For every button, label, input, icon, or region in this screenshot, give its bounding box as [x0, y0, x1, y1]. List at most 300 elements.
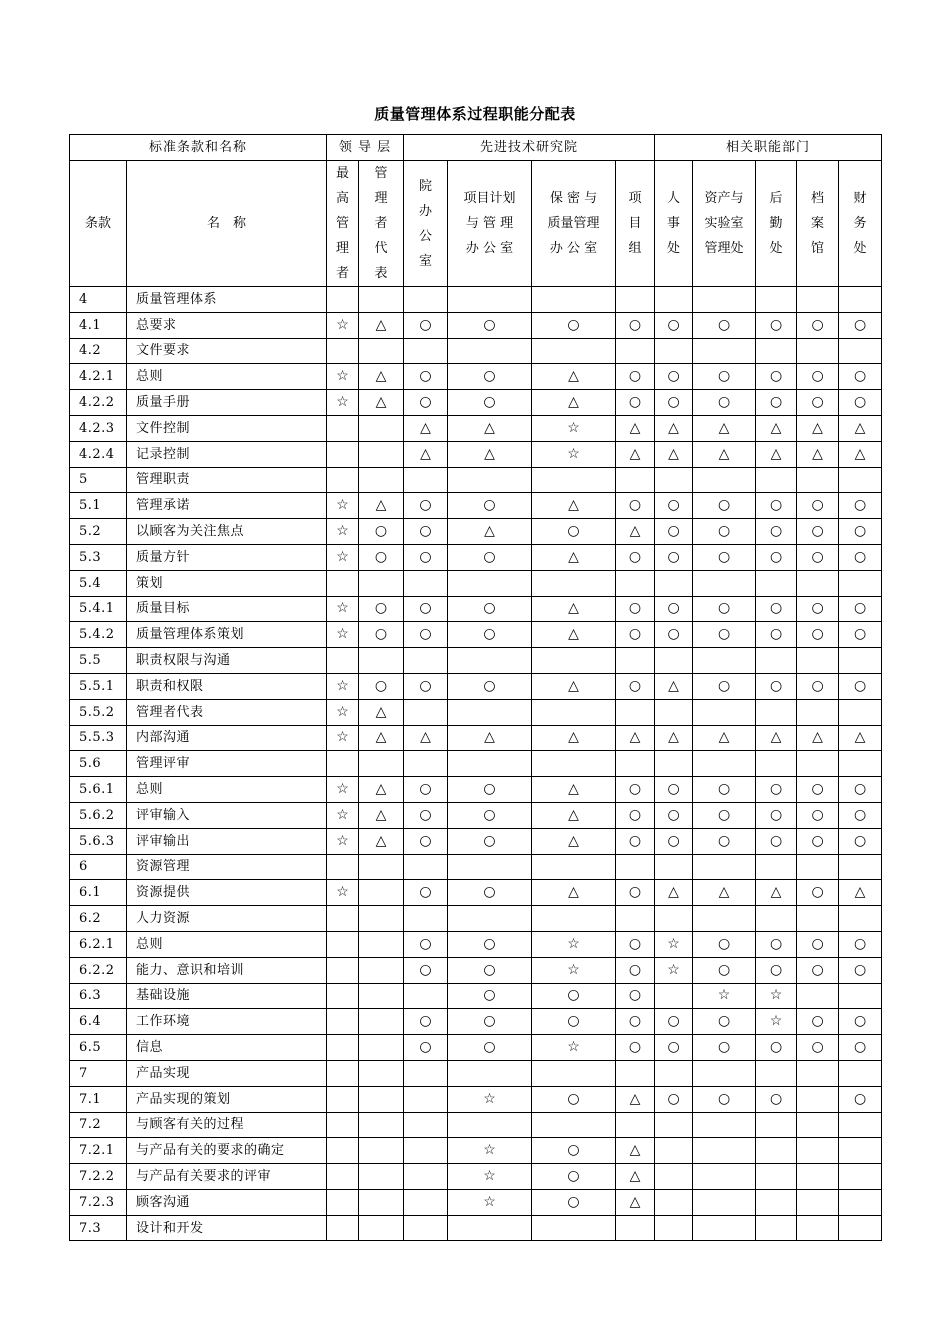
responsibility-mark: ○: [404, 622, 448, 648]
clause-code: 6.2.1: [70, 931, 127, 957]
responsibility-mark: [404, 1164, 448, 1190]
clause-name: 内部沟通: [127, 725, 327, 751]
responsibility-mark: ○: [448, 544, 532, 570]
responsibility-mark: △: [693, 415, 756, 441]
responsibility-mark: ☆: [448, 1138, 532, 1164]
header-col-logistics: [756, 161, 797, 287]
responsibility-mark: ○: [756, 622, 797, 648]
responsibility-mark: ○: [693, 777, 756, 803]
responsibility-mark: [655, 1164, 693, 1190]
header-col-top-manager: [327, 161, 359, 287]
responsibility-mark: ○: [404, 802, 448, 828]
responsibility-mark: △: [359, 725, 404, 751]
responsibility-mark: [532, 1112, 616, 1138]
responsibility-mark: [756, 648, 797, 674]
responsibility-mark: △: [532, 828, 616, 854]
clause-name: 资源管理: [127, 854, 327, 880]
responsibility-mark: [693, 854, 756, 880]
responsibility-mark: ○: [693, 1035, 756, 1061]
responsibility-mark: [616, 648, 655, 674]
responsibility-mark: [797, 1060, 839, 1086]
responsibility-mark: [797, 983, 839, 1009]
responsibility-mark: ○: [448, 493, 532, 519]
responsibility-mark: ○: [839, 519, 882, 545]
responsibility-mark: [532, 854, 616, 880]
responsibility-mark: ○: [655, 1035, 693, 1061]
table-row: [70, 493, 882, 519]
table-row: [70, 415, 882, 441]
responsibility-mark: ○: [655, 364, 693, 390]
responsibility-mark: ☆: [448, 1086, 532, 1112]
responsibility-mark: △: [532, 493, 616, 519]
clause-code: 7.2.3: [70, 1189, 127, 1215]
responsibility-mark: ○: [616, 1035, 655, 1061]
responsibility-mark: ○: [839, 544, 882, 570]
responsibility-mark: [616, 1060, 655, 1086]
responsibility-mark: ○: [655, 828, 693, 854]
responsibility-mark: [327, 751, 359, 777]
responsibility-mark: ○: [756, 390, 797, 416]
responsibility-mark: [327, 1009, 359, 1035]
responsibility-mark: [359, 338, 404, 364]
responsibility-mark: ○: [756, 364, 797, 390]
responsibility-mark: ○: [532, 1138, 616, 1164]
responsibility-mark: [797, 1189, 839, 1215]
responsibility-mark: ○: [693, 312, 756, 338]
clause-name: 与顾客有关的过程: [127, 1112, 327, 1138]
clause-name: 基础设施: [127, 983, 327, 1009]
responsibility-mark: △: [359, 364, 404, 390]
clause-code: 7.3: [70, 1215, 127, 1241]
responsibility-mark: ○: [839, 1009, 882, 1035]
responsibility-mark: ○: [616, 802, 655, 828]
responsibility-mark: ○: [756, 544, 797, 570]
responsibility-mark: ○: [693, 1086, 756, 1112]
responsibility-mark: ○: [616, 1009, 655, 1035]
header-col-project-team: [616, 161, 655, 287]
clause-name: 工作环境: [127, 1009, 327, 1035]
responsibility-mark: [616, 570, 655, 596]
responsibility-mark: ○: [616, 390, 655, 416]
responsibility-mark: △: [839, 441, 882, 467]
responsibility-mark: ○: [448, 596, 532, 622]
responsibility-mark: [327, 570, 359, 596]
table-row: [70, 1164, 882, 1190]
header-row-columns: [70, 161, 882, 287]
clause-code: 4.2.2: [70, 390, 127, 416]
clause-name: 质量方针: [127, 544, 327, 570]
responsibility-mark: △: [616, 1164, 655, 1190]
function-allocation-table: [69, 134, 882, 1241]
table-row: [70, 1086, 882, 1112]
responsibility-mark: ○: [756, 519, 797, 545]
responsibility-mark: [404, 287, 448, 313]
responsibility-mark: [839, 648, 882, 674]
responsibility-mark: [532, 1060, 616, 1086]
clause-name: 职责权限与沟通: [127, 648, 327, 674]
header-col-hr-label: 人 事 处: [667, 191, 681, 256]
header-col-logistics-label: 后 勤 处: [769, 191, 783, 256]
responsibility-mark: [655, 338, 693, 364]
responsibility-mark: ○: [448, 312, 532, 338]
responsibility-mark: ○: [693, 364, 756, 390]
responsibility-mark: [839, 1138, 882, 1164]
responsibility-mark: ☆: [532, 957, 616, 983]
responsibility-mark: ○: [797, 673, 839, 699]
clause-name: 设计和开发: [127, 1215, 327, 1241]
responsibility-mark: ○: [693, 544, 756, 570]
responsibility-mark: △: [359, 777, 404, 803]
table-row: [70, 596, 882, 622]
clause-code: 4.2.3: [70, 415, 127, 441]
responsibility-mark: [797, 338, 839, 364]
responsibility-mark: [359, 854, 404, 880]
responsibility-mark: [359, 1164, 404, 1190]
responsibility-mark: [616, 287, 655, 313]
clause-name: 文件控制: [127, 415, 327, 441]
responsibility-mark: ○: [448, 802, 532, 828]
table-row: [70, 622, 882, 648]
clause-name: 管理承诺: [127, 493, 327, 519]
responsibility-mark: [655, 854, 693, 880]
responsibility-mark: △: [532, 725, 616, 751]
table-row: [70, 467, 882, 493]
responsibility-mark: ○: [693, 1009, 756, 1035]
clause-code: 5.4: [70, 570, 127, 596]
responsibility-mark: [693, 287, 756, 313]
responsibility-mark: △: [359, 802, 404, 828]
table-row: [70, 725, 882, 751]
responsibility-mark: [797, 699, 839, 725]
responsibility-mark: [359, 1215, 404, 1241]
responsibility-mark: [797, 570, 839, 596]
responsibility-mark: ○: [797, 519, 839, 545]
responsibility-mark: [404, 699, 448, 725]
responsibility-mark: [839, 1112, 882, 1138]
clause-name: 人力资源: [127, 906, 327, 932]
responsibility-mark: ○: [616, 312, 655, 338]
table-row: [70, 338, 882, 364]
responsibility-mark: [655, 1060, 693, 1086]
responsibility-mark: ○: [756, 931, 797, 957]
responsibility-mark: [359, 1086, 404, 1112]
responsibility-mark: [532, 1215, 616, 1241]
header-col-security-quality-label: 保 密 与 质量管理 办 公 室: [547, 191, 600, 256]
responsibility-mark: ○: [655, 312, 693, 338]
header-col-institute-office: [404, 161, 448, 287]
responsibility-mark: [655, 570, 693, 596]
clause-code: 5.6.2: [70, 802, 127, 828]
table-row: [70, 390, 882, 416]
responsibility-mark: ○: [404, 493, 448, 519]
responsibility-mark: △: [359, 493, 404, 519]
responsibility-mark: △: [693, 441, 756, 467]
responsibility-mark: △: [404, 441, 448, 467]
responsibility-mark: ○: [532, 1189, 616, 1215]
responsibility-mark: [756, 1060, 797, 1086]
responsibility-mark: [359, 570, 404, 596]
responsibility-mark: ☆: [532, 441, 616, 467]
responsibility-mark: ○: [404, 880, 448, 906]
responsibility-mark: ☆: [448, 1189, 532, 1215]
responsibility-mark: ○: [797, 622, 839, 648]
table-row: [70, 441, 882, 467]
clause-code: 4.1: [70, 312, 127, 338]
header-col-name: 名 称: [127, 161, 327, 287]
responsibility-mark: △: [359, 390, 404, 416]
responsibility-mark: ☆: [327, 725, 359, 751]
responsibility-mark: △: [616, 1086, 655, 1112]
responsibility-mark: [616, 751, 655, 777]
responsibility-mark: ☆: [327, 802, 359, 828]
responsibility-mark: ○: [839, 828, 882, 854]
responsibility-mark: [756, 699, 797, 725]
table-row: [70, 699, 882, 725]
header-group-departments: 相关职能部门: [655, 135, 882, 161]
responsibility-mark: [327, 957, 359, 983]
responsibility-mark: △: [756, 880, 797, 906]
header-col-assets-lab-label: 资产与 实验室 管理处: [704, 191, 744, 256]
responsibility-mark: [327, 906, 359, 932]
clause-name: 质量目标: [127, 596, 327, 622]
clause-name: 职责和权限: [127, 673, 327, 699]
responsibility-mark: ○: [655, 544, 693, 570]
responsibility-mark: ○: [797, 544, 839, 570]
clause-name: 策划: [127, 570, 327, 596]
responsibility-mark: [655, 287, 693, 313]
responsibility-mark: [797, 906, 839, 932]
responsibility-mark: [756, 1215, 797, 1241]
responsibility-mark: [359, 906, 404, 932]
clause-code: 6.2.2: [70, 957, 127, 983]
responsibility-mark: [756, 1189, 797, 1215]
header-col-finance: [839, 161, 882, 287]
responsibility-mark: △: [616, 725, 655, 751]
responsibility-mark: △: [616, 441, 655, 467]
table-row: [70, 828, 882, 854]
responsibility-mark: △: [797, 441, 839, 467]
responsibility-mark: [327, 931, 359, 957]
clause-code: 5.5.3: [70, 725, 127, 751]
clause-name: 管理者代表: [127, 699, 327, 725]
responsibility-mark: ☆: [756, 1009, 797, 1035]
responsibility-mark: ☆: [655, 957, 693, 983]
responsibility-mark: ○: [448, 390, 532, 416]
responsibility-mark: [655, 467, 693, 493]
responsibility-mark: ○: [693, 957, 756, 983]
responsibility-mark: [404, 983, 448, 1009]
table-row: [70, 931, 882, 957]
responsibility-mark: ○: [797, 931, 839, 957]
responsibility-mark: [839, 1164, 882, 1190]
responsibility-mark: ○: [797, 312, 839, 338]
responsibility-mark: ☆: [693, 983, 756, 1009]
responsibility-mark: ○: [616, 880, 655, 906]
responsibility-mark: ○: [616, 983, 655, 1009]
clause-name: 顾客沟通: [127, 1189, 327, 1215]
responsibility-mark: ○: [404, 777, 448, 803]
responsibility-mark: [616, 338, 655, 364]
responsibility-mark: ○: [404, 364, 448, 390]
responsibility-mark: [448, 570, 532, 596]
responsibility-mark: [693, 1138, 756, 1164]
responsibility-mark: [655, 648, 693, 674]
responsibility-mark: ○: [756, 957, 797, 983]
responsibility-mark: [797, 751, 839, 777]
clause-code: 7.2.2: [70, 1164, 127, 1190]
responsibility-mark: [404, 1086, 448, 1112]
responsibility-mark: ○: [655, 596, 693, 622]
responsibility-mark: [359, 880, 404, 906]
responsibility-mark: [693, 1060, 756, 1086]
header-col-project-team-label: 项 目 组: [628, 191, 642, 256]
table-row: [70, 906, 882, 932]
responsibility-mark: [327, 1060, 359, 1086]
responsibility-mark: [404, 854, 448, 880]
header-col-archives-label: 档 案 馆: [811, 191, 825, 256]
responsibility-mark: [532, 287, 616, 313]
responsibility-mark: [839, 287, 882, 313]
responsibility-mark: [404, 906, 448, 932]
responsibility-mark: [359, 1009, 404, 1035]
responsibility-mark: [839, 854, 882, 880]
responsibility-mark: ○: [616, 622, 655, 648]
responsibility-mark: [616, 699, 655, 725]
responsibility-mark: △: [616, 1189, 655, 1215]
responsibility-mark: ☆: [655, 931, 693, 957]
responsibility-mark: ○: [404, 957, 448, 983]
responsibility-mark: [327, 287, 359, 313]
responsibility-mark: [693, 338, 756, 364]
responsibility-mark: [797, 1164, 839, 1190]
responsibility-mark: △: [655, 415, 693, 441]
table-row: [70, 854, 882, 880]
header-col-mgmt-rep-label: 管 理 者 代 表: [374, 166, 388, 281]
responsibility-mark: ○: [532, 519, 616, 545]
responsibility-mark: [756, 854, 797, 880]
responsibility-mark: ○: [839, 596, 882, 622]
responsibility-mark: [693, 1112, 756, 1138]
clause-code: 5.3: [70, 544, 127, 570]
responsibility-mark: ○: [359, 519, 404, 545]
responsibility-mark: [448, 854, 532, 880]
responsibility-mark: ☆: [327, 622, 359, 648]
responsibility-mark: ○: [797, 364, 839, 390]
responsibility-mark: ○: [797, 493, 839, 519]
table-row: [70, 957, 882, 983]
responsibility-mark: ○: [448, 880, 532, 906]
responsibility-mark: [839, 1060, 882, 1086]
responsibility-mark: [359, 931, 404, 957]
responsibility-mark: ○: [756, 777, 797, 803]
responsibility-mark: △: [616, 519, 655, 545]
responsibility-mark: ○: [532, 1009, 616, 1035]
responsibility-mark: [839, 983, 882, 1009]
responsibility-mark: ○: [448, 673, 532, 699]
responsibility-mark: ○: [616, 596, 655, 622]
responsibility-mark: [797, 467, 839, 493]
clause-name: 质量管理体系: [127, 287, 327, 313]
clause-code: 5.6.3: [70, 828, 127, 854]
responsibility-mark: [839, 338, 882, 364]
responsibility-mark: [693, 467, 756, 493]
responsibility-mark: [359, 287, 404, 313]
responsibility-mark: △: [655, 441, 693, 467]
responsibility-mark: ○: [693, 802, 756, 828]
responsibility-mark: [359, 648, 404, 674]
responsibility-mark: [359, 1035, 404, 1061]
responsibility-mark: △: [532, 596, 616, 622]
responsibility-mark: △: [532, 802, 616, 828]
responsibility-mark: [448, 1112, 532, 1138]
responsibility-mark: ○: [616, 673, 655, 699]
responsibility-mark: ○: [616, 957, 655, 983]
responsibility-mark: ○: [797, 777, 839, 803]
header-col-security-quality: [532, 161, 616, 287]
responsibility-mark: ☆: [327, 390, 359, 416]
responsibility-mark: ○: [404, 519, 448, 545]
responsibility-mark: [797, 648, 839, 674]
responsibility-mark: [532, 570, 616, 596]
clause-code: 4.2.1: [70, 364, 127, 390]
responsibility-mark: [655, 699, 693, 725]
responsibility-mark: [404, 648, 448, 674]
responsibility-mark: [448, 1215, 532, 1241]
table-row: [70, 519, 882, 545]
responsibility-mark: ○: [532, 983, 616, 1009]
responsibility-mark: ○: [448, 983, 532, 1009]
clause-code: 5.1: [70, 493, 127, 519]
responsibility-mark: [448, 751, 532, 777]
responsibility-mark: △: [693, 725, 756, 751]
responsibility-mark: △: [839, 880, 882, 906]
responsibility-mark: [359, 467, 404, 493]
responsibility-mark: △: [448, 725, 532, 751]
responsibility-mark: [756, 751, 797, 777]
table-row: [70, 673, 882, 699]
clause-name: 能力、意识和培训: [127, 957, 327, 983]
responsibility-mark: ○: [359, 673, 404, 699]
responsibility-mark: [797, 854, 839, 880]
header-group-leadership: 领 导 层: [327, 135, 404, 161]
responsibility-mark: ☆: [327, 519, 359, 545]
responsibility-mark: [448, 467, 532, 493]
responsibility-mark: ○: [693, 519, 756, 545]
table-row: [70, 312, 882, 338]
responsibility-mark: [797, 1086, 839, 1112]
responsibility-mark: ☆: [327, 493, 359, 519]
header-col-project-plan-label: 项目计划 与 管 理 办 公 室: [463, 191, 516, 256]
responsibility-mark: [327, 1138, 359, 1164]
responsibility-mark: [616, 1112, 655, 1138]
header-col-assets-lab: [693, 161, 756, 287]
responsibility-mark: ○: [797, 880, 839, 906]
responsibility-mark: ○: [404, 828, 448, 854]
responsibility-mark: [327, 1215, 359, 1241]
responsibility-mark: [756, 1138, 797, 1164]
responsibility-mark: [327, 983, 359, 1009]
responsibility-mark: [616, 906, 655, 932]
clause-code: 4.2.4: [70, 441, 127, 467]
responsibility-mark: [359, 1060, 404, 1086]
responsibility-mark: △: [756, 725, 797, 751]
clause-name: 文件要求: [127, 338, 327, 364]
responsibility-mark: ○: [655, 622, 693, 648]
responsibility-mark: ○: [839, 1086, 882, 1112]
responsibility-mark: △: [532, 622, 616, 648]
responsibility-mark: ○: [839, 364, 882, 390]
header-col-mgmt-rep: [359, 161, 404, 287]
